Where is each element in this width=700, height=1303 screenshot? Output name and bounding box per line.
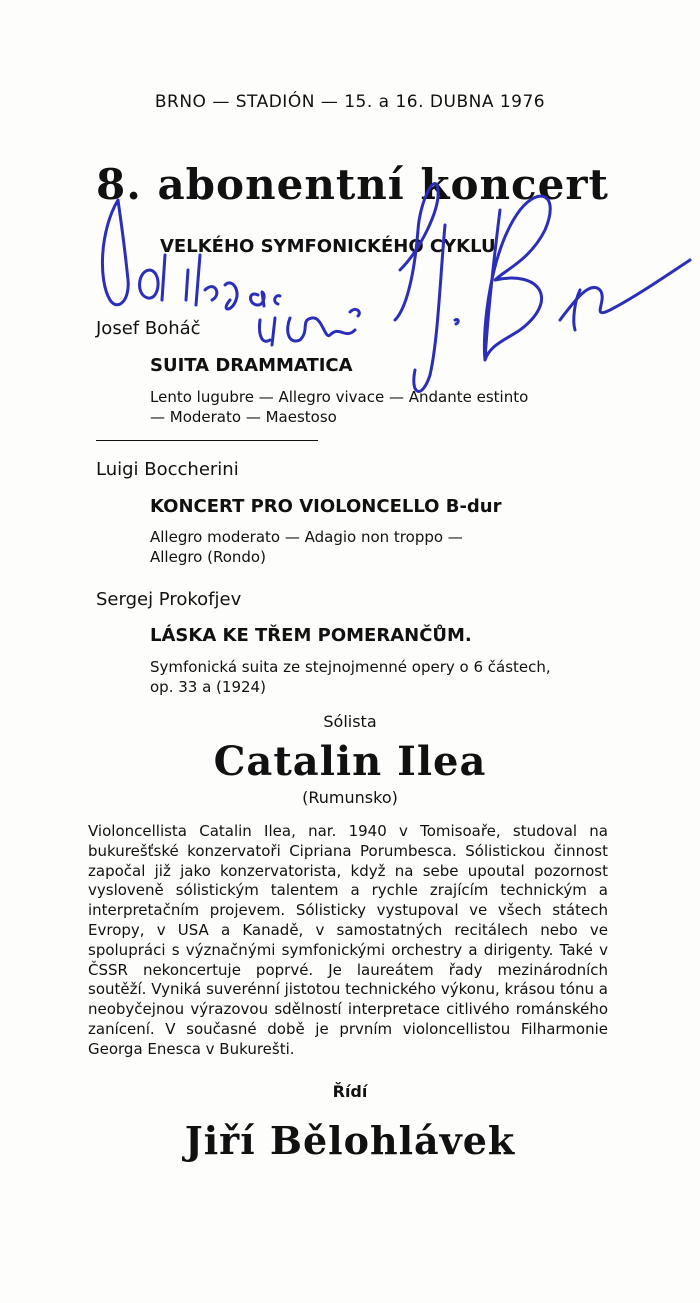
- section-divider: [96, 440, 318, 441]
- soloist-label: Sólista: [323, 712, 377, 731]
- signature-stroke: [560, 260, 690, 320]
- signature-stroke: [484, 196, 550, 360]
- cycle-subtitle: VELKÉHO SYMFONICKÉHO CYKLU: [160, 236, 496, 257]
- work-movements: Allegro moderato — Adagio non troppo — Allegro (Rondo): [150, 528, 463, 566]
- conductor-label: Řídí: [332, 1082, 368, 1101]
- signature-stroke: [140, 255, 165, 300]
- work-movements: Symfonická suita ze stejnojmenné opery o 6 částech, op. 33 a (1924): [150, 658, 551, 696]
- conductor-name: Jiří Bělohlávek: [184, 1118, 516, 1163]
- composer-name: Josef Boháč: [96, 318, 201, 339]
- signature-stroke: [186, 255, 237, 309]
- signature-stroke: [574, 290, 580, 330]
- signature-stroke: [102, 200, 128, 305]
- soloist-name: Catalin Ilea: [213, 738, 487, 785]
- venue-date: BRNO — STADIÓN — 15. a 16. DUBNA 1976: [154, 92, 546, 112]
- work-title: KONCERT PRO VIOLONCELLO B-dur: [150, 496, 502, 517]
- concert-title: 8. abonentní koncert: [96, 160, 609, 209]
- work-title: LÁSKA KE TŘEM POMERANČŮM.: [150, 625, 472, 646]
- work-movements: Lento lugubre — Allegro vivace — Andante estinto — Moderato — Maestoso: [150, 388, 529, 426]
- signature-stroke: [251, 292, 281, 306]
- composer-name: Sergej Prokofjev: [96, 589, 242, 610]
- soloist-biography: Violoncellista Catalin Ilea, nar. 1940 v Tomisoaře, studoval na bukurešťské konzervatoři Cipriana Porumbesca. Sólistickou činnost započal již jako konzervatorista, když na sebe upoutal pozornost vysloveně sólistickým talentem a rychle zrajícím technickým a interpretačním projevem. Sólisticky vystupoval ve všech státech Evropy, v USA a Kanadě, v samostatných recitálech nebo ve spolupráci s význačnými symfonickými orchestry a dirigenty. Také v ČSSR nekoncertuje poprvé. Je laureátem řady mezinárodních soutěží. Vyniká suverénní jistotou technického výkonu, krásou tónu a neobyčejnou výrazovou sdělností interpretace citlivého románského zanícení. V současné době je prvním violoncellistou Filharmonie Georga Enesca v Bukurešti.: [88, 822, 608, 1058]
- signature-stroke: [455, 319, 458, 324]
- soloist-country: (Rumunsko): [302, 788, 398, 807]
- work-title: SUITA DRAMMATICA: [150, 355, 353, 376]
- composer-name: Luigi Boccherini: [96, 459, 239, 480]
- signature-stroke: [259, 309, 359, 345]
